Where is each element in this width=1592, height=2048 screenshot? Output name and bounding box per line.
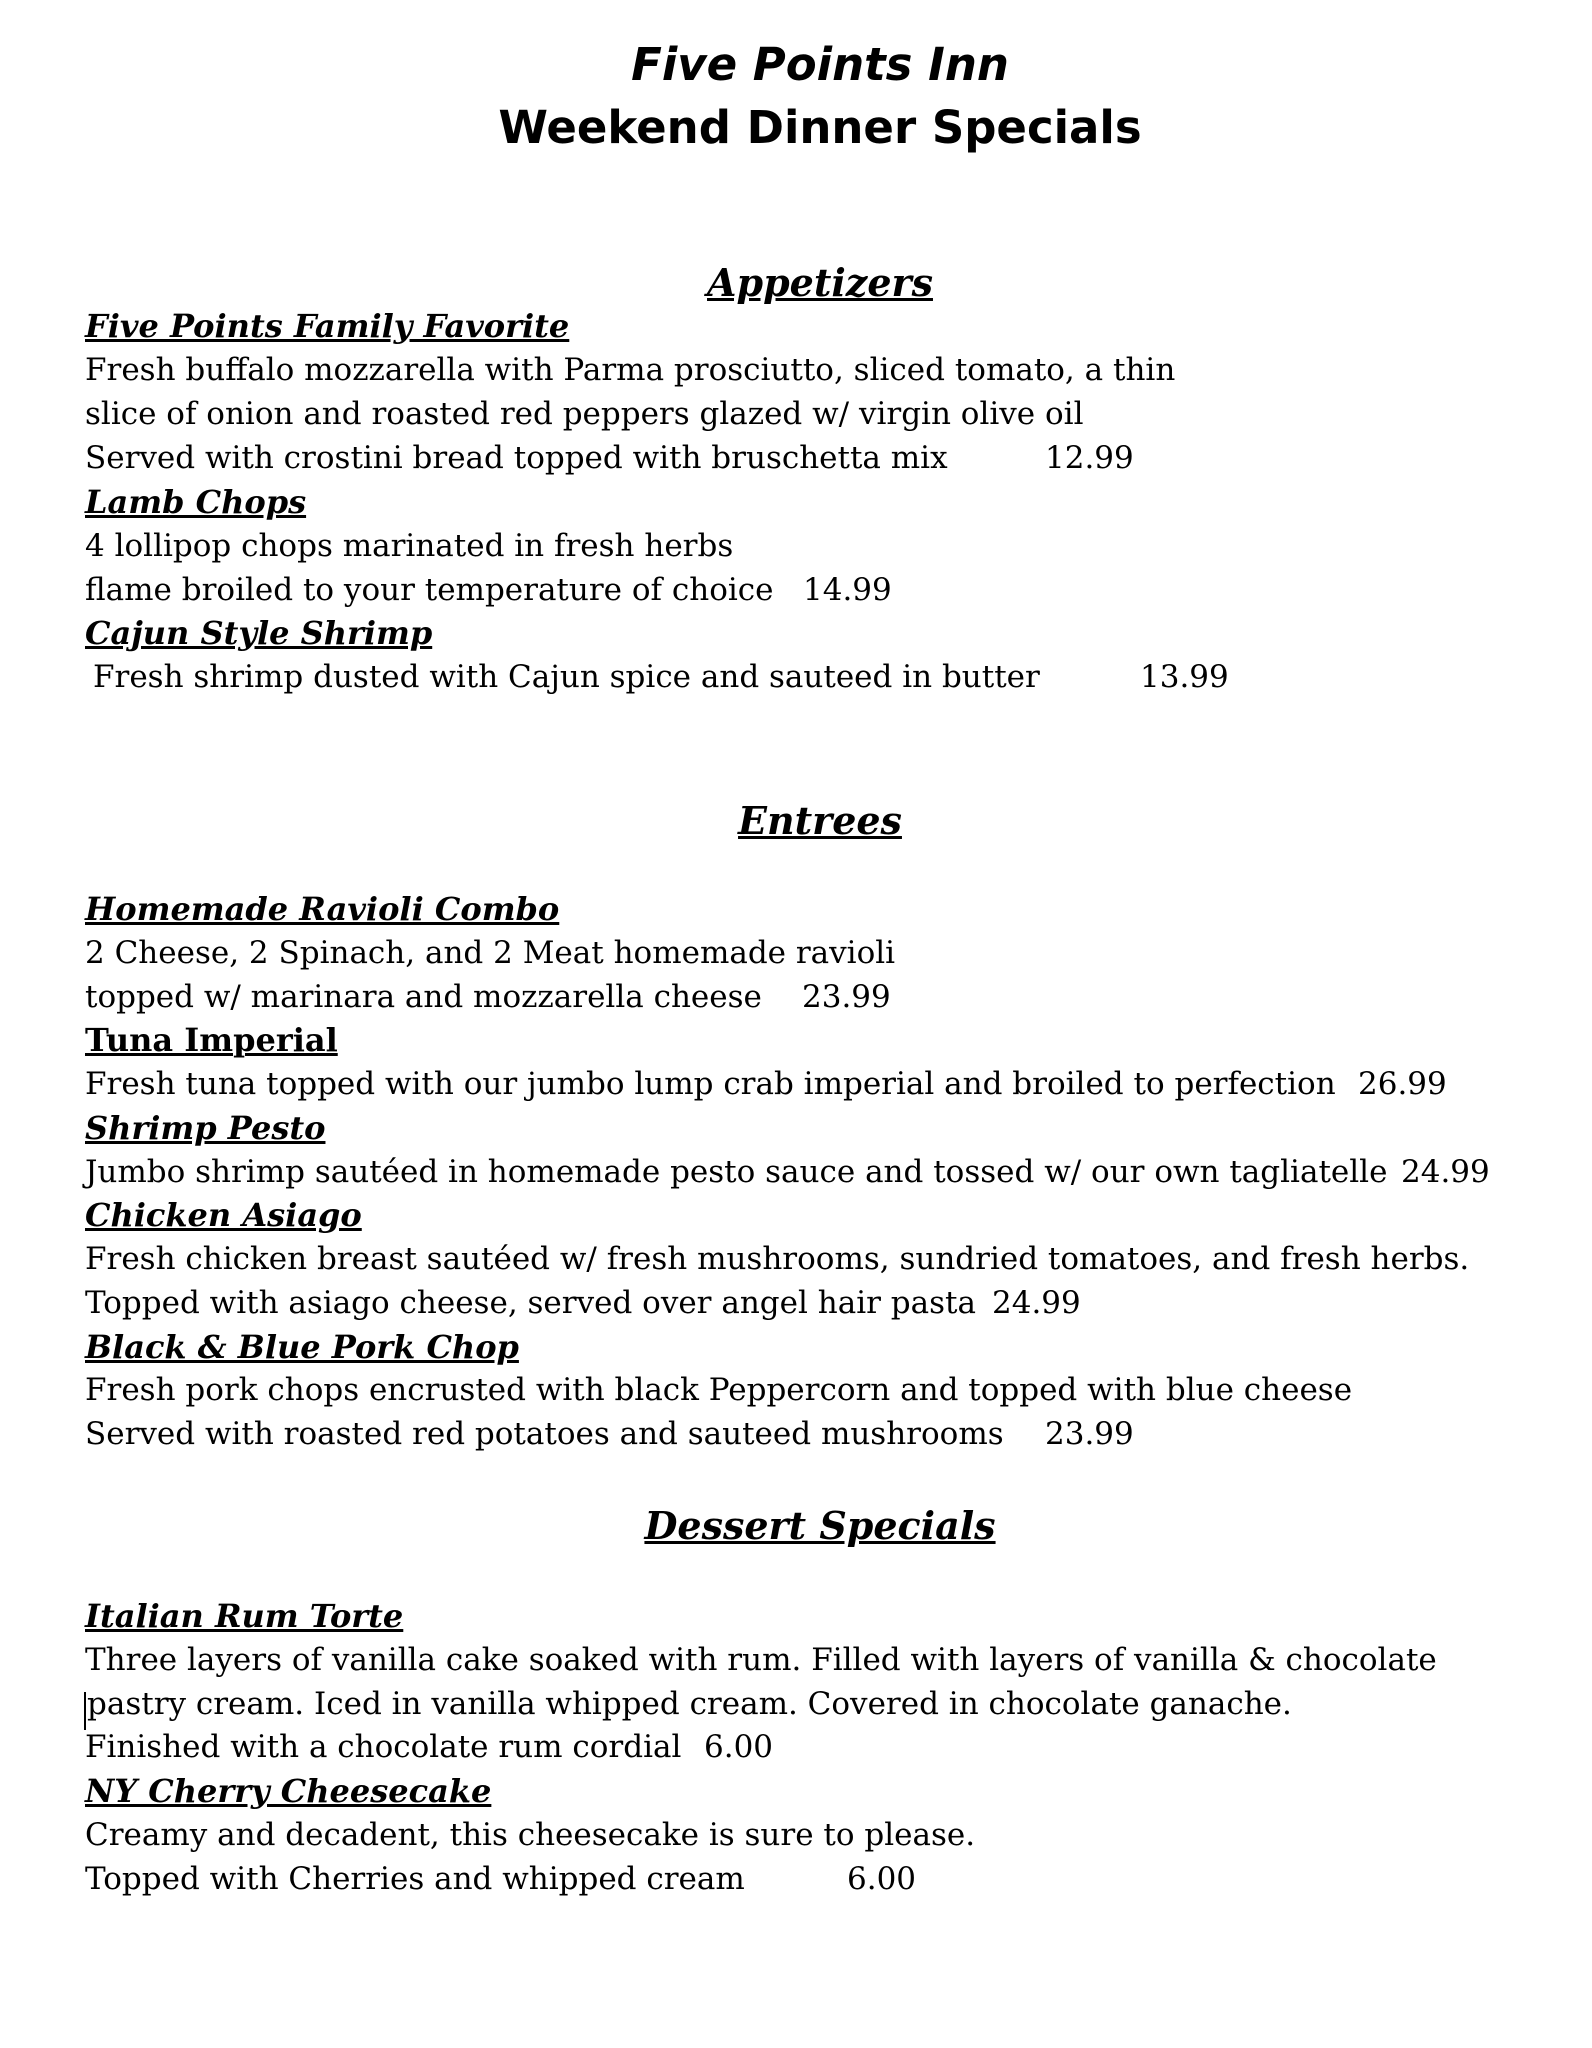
item-description-line: Fresh chicken breast sautéed w/ fresh mushrooms, sundried tomatoes, and fresh herbs.	[85, 1241, 1470, 1277]
section-heading-desserts: Dessert Specials	[644, 1503, 996, 1548]
item-name-ravioli-combo: Homemade Ravioli Combo	[85, 890, 560, 928]
item-description-line: Fresh shrimp dusted with Cajun spice and sauteed in butter	[93, 659, 1040, 695]
item-description-line: pastry cream. Iced in vanilla whipped cream. Covered in chocolate ganache.	[87, 1686, 1292, 1722]
item-description-line: Topped with Cherries and whipped cream	[85, 1861, 745, 1897]
item-price: 6.00	[847, 1861, 917, 1897]
item-price: 23.99	[1045, 1416, 1134, 1452]
item-price: 14.99	[803, 572, 892, 608]
item-price: 6.00	[704, 1729, 774, 1765]
item-description-line: 2 Cheese, 2 Spinach, and 2 Meat homemade ravioli	[85, 935, 896, 971]
item-name-pork-chop: Black & Blue Pork Chop	[85, 1328, 519, 1366]
item-description-line: Three layers of vanilla cake soaked with rum. Filled with layers of vanilla & chocolate	[85, 1642, 1437, 1678]
restaurant-name: Five Points Inn	[631, 38, 1009, 91]
item-price: 24.99	[1401, 1154, 1490, 1190]
item-description-line: topped w/ marinara and mozzarella cheese	[85, 979, 762, 1015]
item-description-line: 4 lollipop chops marinated in fresh herbs	[85, 528, 734, 564]
item-name-family-favorite: Five Points Family Favorite	[85, 307, 570, 345]
item-description-line: flame broiled to your temperature of choice	[85, 572, 774, 608]
item-price: 24.99	[992, 1285, 1081, 1321]
item-description-line: Creamy and decadent, this cheesecake is sure to please.	[85, 1817, 976, 1853]
section-heading-entrees: Entrees	[738, 798, 902, 843]
item-description-line: Fresh tuna topped with our jumbo lump crab imperial and broiled to perfection	[85, 1066, 1336, 1102]
item-description-line: Finished with a chocolate rum cordial	[85, 1729, 682, 1765]
item-name-rum-torte: Italian Rum Torte	[85, 1597, 404, 1635]
item-name-tuna-imperial: Tuna Imperial	[85, 1021, 338, 1059]
item-price: 12.99	[1045, 440, 1134, 476]
item-description-line: slice of onion and roasted red peppers glazed w/ virgin olive oil	[85, 396, 1084, 432]
section-heading-appetizers: Appetizers	[707, 260, 933, 305]
item-name-cherry-cheesecake: NY Cherry Cheesecake	[85, 1772, 492, 1810]
item-description-line: Served with roasted red potatoes and sauteed mushrooms	[85, 1416, 1004, 1452]
item-description-line: Jumbo shrimp sautéed in homemade pesto sauce and tossed w/ our own tagliatelle	[85, 1154, 1388, 1190]
item-name-chicken-asiago: Chicken Asiago	[85, 1196, 362, 1234]
item-description-line: Served with crostini bread topped with bruschetta mix	[85, 440, 948, 476]
item-name-cajun-style-shrimp: Cajun Style Shrimp	[85, 614, 433, 652]
menu-subtitle: Weekend Dinner Specials	[498, 101, 1142, 154]
item-name-lamb-chops: Lamb Chops	[85, 483, 307, 521]
item-description-line: Topped with asiago cheese, served over angel hair pasta	[85, 1285, 976, 1321]
item-name-shrimp-pesto: Shrimp Pesto	[85, 1109, 326, 1147]
item-price: 26.99	[1358, 1066, 1447, 1102]
item-price: 23.99	[802, 979, 891, 1015]
item-description-line: Fresh pork chops encrusted with black Peppercorn and topped with blue cheese	[85, 1372, 1353, 1408]
item-description-line: Fresh buffalo mozzarella with Parma prosciutto, sliced tomato, a thin	[85, 352, 1176, 388]
item-price: 13.99	[1140, 659, 1229, 695]
